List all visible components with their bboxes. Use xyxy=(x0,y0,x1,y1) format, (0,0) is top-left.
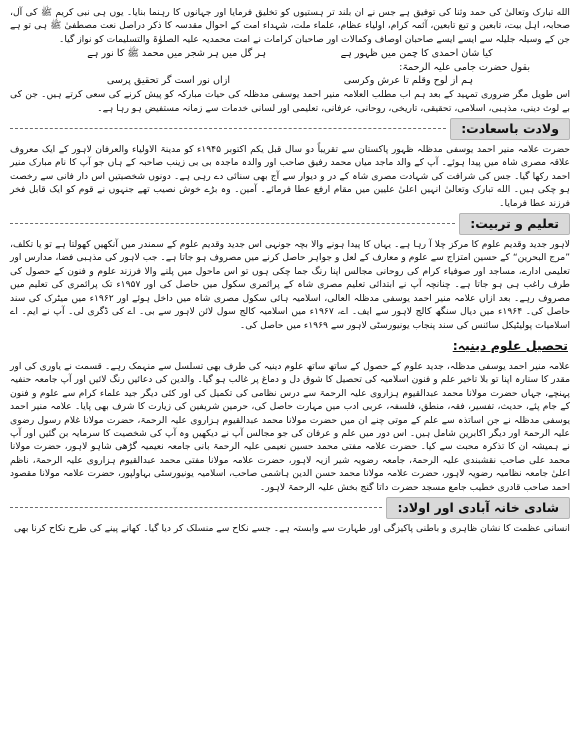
education-heading-label: تعلیم و تربیت: xyxy=(459,213,570,235)
section-heading-marriage xyxy=(10,497,570,519)
naat-couplet xyxy=(10,47,570,61)
jami-left-verse: ازاں نور است گر تحقیق پرسی xyxy=(106,75,231,87)
heading-divider xyxy=(10,128,446,130)
intro-paragraph: الله تبارک وتعالیٰ کی حمد وثنا کی توفیق ہے جس نے ان بلند تر ہستیوں کو تخلیق فرمایا اور جہانوں کا رہنما بنایا۔ یوں ہی نبی کریم ﷺ کی آل، صحابہ، اہل بیت، تابعین و تبع تابعین، آئمہ کرام، اولیاء عظام، علماء ملت، شہداء امت کے احوال مقدسہ کا ذکر دراصل نعت مصطفیٰ ﷺ ہی تو ہے جن کے وسیلہ جلیلہ سے ایسے ایسے صاحبان اوصاف وکمالات اور صاحبان کرامات نے امت محمدیہ علیہ الصلوٰۃ والتسلیمات کو نواز گیا۔ xyxy=(10,7,570,45)
marriage-paragraph: انسانی عظمت کا نشان ظاہری و باطنی پاکیزگی اور طہارت سے وابستہ ہے۔ جسے نکاح سے منسلک کر دیا گیا۔ کھانے پینے کی طرح نکاح کرنا بھی xyxy=(14,522,570,534)
marriage-heading-label: شادی خانہ آبادی اور اولاد: xyxy=(386,497,570,519)
religious-paragraph: علامہ منیر احمد یوسفی مدظلہ، جدید علوم کے حصول کے ساتھ ساتھ علوم دینیہ کی طرف بھی تسلسل سے منہمک رہے۔ قسمت نے یاوری کی اور مقدر کا ستارہ اپنا تو بلا تاخیر علم و فنون اسلامیہ کی تحصیل کا شوق دل و دماغ پر غالب ہو گیا۔ والدین کی دعائیں رنگ لائیں اور آپ جامعہ حنفیہ پہنچے، جہاں حضرت مولانا محمد عبدالقیوم ہزاروی علیہ الرحمۃ سے درس نظامی کی تکمیل کی اور کئی دیگر جید علماء کرام سے علوم و فنون کے جام پئے، حدیث، تفسیر، فقہ، منطق، فلسفہ، عربی ادب میں مہارت حاصل کی، حرمین شریفین کی زیارت کا شرف بھی پایا۔ علامہ منیر احمد یوسفی مدظلہ نے جن اساتذہ سے علم کے موتی چنے ان میں حضرت مولانا محمد عبدالقیوم ہزاروی علیہ الرحمۃ، حضرت مولانا غلام رسول رضوی علیہ الرحمۃ اور دیگر اکابرین شامل ہیں۔ اس دور میں علم و عرفان کی جو مجالس آپ نے دیکھیں وہ آپ کی شخصیت کا سرمایہ بن گئیں اور آپ نے ہمیشہ ان کا تذکرہ محبت سے کیا۔ حضرت علامہ مفتی محمد حسین نعیمی علیہ الرحمۃ بانی جامعہ نعیمیہ گڑھی شاہو لاہور، حضرت مولانا محمد علی صاحب نقشبندی علیہ الرحمۃ، جامعہ رضویہ شیر ازیہ لاہور، حضرت علامہ مولانا مفتی محمد عبدالقیوم ہزاروی علیہ الرحمۃ، ناظم اعلیٰ جامعہ نظامیہ رضویہ لاہور، حضرت علامہ مولانا محمد حسن الدین ہاشمی صاحب، اسلامیہ یونیورسٹی بہاولپور، حضرت علامہ مولانا مقصود احمد صاحب قادری خطیب جامع مسجد حضرت داتا گنج بخش علیہ الرحمۃ لاہور۔ xyxy=(10,360,570,493)
section-heading-education xyxy=(10,213,570,235)
birth-heading-label: ولادت باسعادت: xyxy=(450,118,570,140)
section-heading-religious-studies xyxy=(10,335,570,357)
couplet-left-verse: ہر گل میں ہر شجر میں محمد ﷺ کا نور ہے xyxy=(87,48,267,60)
section-heading-birth xyxy=(10,118,570,140)
heading-divider xyxy=(10,507,382,509)
jami-couplet xyxy=(10,74,570,88)
intro-second-paragraph: اس طویل مگر ضروری تمہید کے بعد ہم اب مطلب العلامہ منیر احمد یوسفی مدظلہ کی حیات مبارکہ کو پیش کرنے کی سعی کرتے ہیں۔ جن کی بے لوث دینی، مذہبی، اسلامی، تحقیقی، تاریخی، روحانی، عرفانی، تعلیمی اور لسانی خدمات سے زمانہ مستفیض ہو رہا ہے۔ xyxy=(10,89,570,114)
heading-divider xyxy=(10,345,447,346)
religious-heading-label: تحصیل علوم دینیہ: xyxy=(452,337,568,353)
jami-quote-title: بقول حضرت جامی علیہ الرحمۃ: xyxy=(399,62,530,74)
heading-divider xyxy=(10,223,455,225)
education-paragraph: لاہور جدید وقدیم علوم کا مرکز چلا آ رہا ہے۔ یہاں کا پیدا ہونے والا بچہ جونہی اس جدید وقدیم علوم کے سمندر میں آنکھیں کھولتا ہے تو یا تکلف، ”مرج البحرین“ کے حسین امتزاج سے علوم و معارف کے لعل و جواہر حاصل کرنے میں مصروف ہو جاتا ہے۔ جب لاہور کی مذہبی فضا، مدارس اور تعلیمی ادارے، مساجد اور صوفیاء کرام کی روحانی مجالس اپنا رنگ جما چکی ہوں تو اس ماحول میں پلنے والا فرزند علوم و فنون کے حصول کی طرف راغب ہی ہو جاتا ہے۔ چنانچہ آپ نے ابتدائی تعلیم مصری شاہ کے پرائمری سکول میں حاصل کی اور ۱۹۵۷ء تک پرائمری کی تعلیم میں مصروف رہے۔ بعد ازاں علامہ منیر احمد یوسفی مدظلہ العالی، اسلامیہ ہائی سکول مصری شاہ میں داخل ہوئے اور ۱۹۶۲ء میں میٹرک کی سند حاصل کی۔ ۱۹۶۴ء میں دیال سنگھ کالج لاہور سے ایف۔ اے، ۱۹۶۷ء میں اسلامیہ کالج سول لائن لاہور سے بی۔ اے کی ڈگری لی۔ آپ نے ایم۔ اے اسلامیات پولیٹیکل سائنس کی سند پنجاب یونیورسٹی لاہور سے ۱۹۶۹ء میں حاصل کی۔ xyxy=(10,239,571,331)
jami-right-verse: ہم از لوح وقلم تا عرش وکرسی xyxy=(343,75,474,87)
birth-paragraph: حضرت علامہ منیر احمد یوسفی مدظلہ ظہور پاکستان سے تقریباً دو سال قبل یکم اکتوبر ۱۹۴۵ء کو مدینۃ الاولیاء والعرفان لاہور کے ایک معروف علاقہ مصری شاہ میں پیدا ہوئے۔ آپ کے والد ماجد میاں محمد رفیق صاحب اور والدہ ماجدہ بی بی زینب صاحبہ کے ہاں جو آپ کا نام مبارک منیر احمد رکھا گیا۔ جس کی شرافت کی شہادت مصری شاہ کے در و دیوار سے آج بھی سنائی دے رہی ہے۔ دونوں شخصیتیں اس دار فانی سے رخصت ہو چکی ہیں۔ الله تبارک وتعالیٰ انہیں اعلیٰ علیین میں مقام ارفع عطا فرمائے۔ آمین۔ وہ بڑے خوش نصیب تھے جنہوں نے قوم کو ایک قابل فخر فرزند عطا فرمایا۔ xyxy=(10,144,570,209)
couplet-right-verse: کیا شان احمدی کا چمن میں ظہور ہے xyxy=(340,48,493,60)
